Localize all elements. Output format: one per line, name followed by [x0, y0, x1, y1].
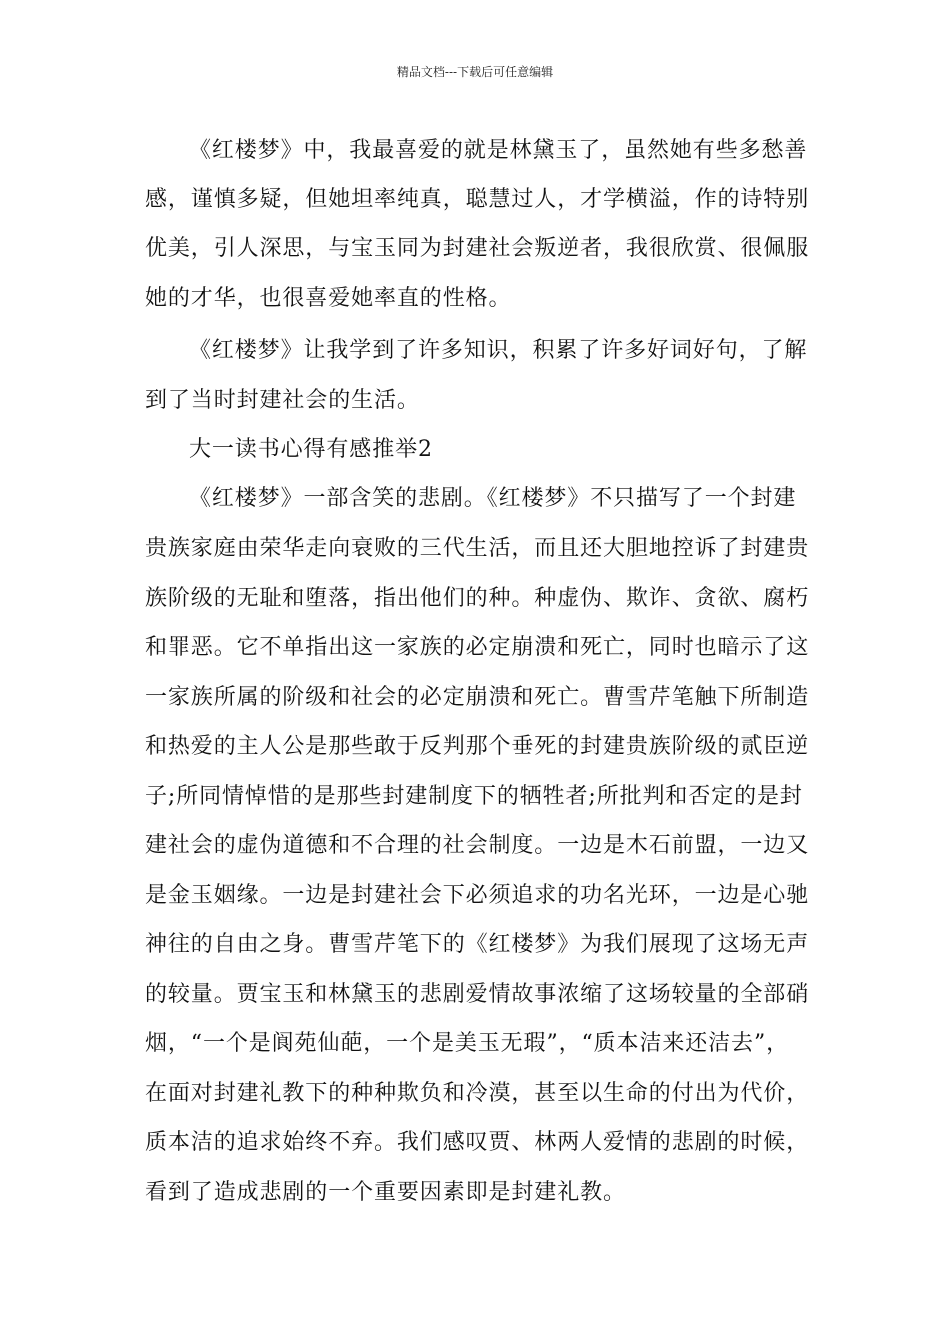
text-line: 烟，“一个是阆苑仙葩，一个是美玉无瑕”，“质本洁来还洁去”， — [145, 1031, 789, 1056]
text-line: 在面对封建礼教下的种种欺负和冷漠，甚至以生命的付出为代价， — [145, 1081, 810, 1106]
text-line: 感，谨慎多疑，但她坦率纯真，聪慧过人，才学横溢，作的诗特别 — [145, 187, 810, 212]
text-line: 和罪恶。它不单指出这一家族的必定崩溃和死亡，同时也暗示了这 — [145, 635, 810, 660]
text-line: 贵族家庭由荣华走向衰败的三代生活，而且还大胆地控诉了封建贵 — [145, 536, 810, 561]
text-line: 族阶级的无耻和堕落，指出他们的种。种虚伪、欺诈、贪欲、腐朽 — [145, 586, 810, 611]
text-line: 和热爱的主人公是那些敢于反判那个垂死的封建贵族阶级的贰臣逆 — [145, 734, 810, 759]
section-heading: 大一读书心得有感推举2 — [189, 437, 433, 462]
text-line: 是金玉姻缘。一边是封建社会下必须追求的功名光环，一边是心驰 — [145, 883, 810, 908]
text-line: 的较量。贾宝玉和林黛玉的悲剧爱情故事浓缩了这场较量的全部硝 — [145, 982, 810, 1007]
text-line: 《红楼梦》中，我最喜爱的就是林黛玉了，虽然她有些多愁善 — [189, 138, 808, 163]
text-line: 到了当时封建社会的生活。 — [145, 388, 420, 413]
text-line: 看到了造成悲剧的一个重要因素即是封建礼教。 — [145, 1180, 626, 1205]
text-line: 《红楼梦》让我学到了许多知识，积累了许多好词好句，了解 — [189, 338, 808, 363]
page-header: 精品文档---下载后可任意编辑 — [396, 65, 554, 79]
text-line: 子;所同情悼惜的是那些封建制度下的牺牲者;所批判和否定的是封 — [145, 784, 803, 809]
text-line: 优美，引人深思，与宝玉同为封建社会叛逆者，我很欣赏、很佩服 — [145, 236, 810, 261]
text-line: 建社会的虚伪道德和不合理的社会制度。一边是木石前盟，一边又 — [145, 833, 810, 858]
text-line: 《红楼梦》一部含笑的悲剧。《红楼梦》不只描写了一个封建 — [189, 486, 797, 511]
text-line: 她的才华，也很喜爱她率直的性格。 — [145, 286, 512, 311]
text-line: 一家族所属的阶级和社会的必定崩溃和死亡。曹雪芹笔触下所制造 — [145, 685, 810, 710]
text-line: 神往的自由之身。曹雪芹笔下的《红楼梦》为我们展现了这场无声 — [145, 932, 810, 957]
text-line: 质本洁的追求始终不弃。我们感叹贾、林两人爱情的悲剧的时候， — [145, 1130, 810, 1155]
